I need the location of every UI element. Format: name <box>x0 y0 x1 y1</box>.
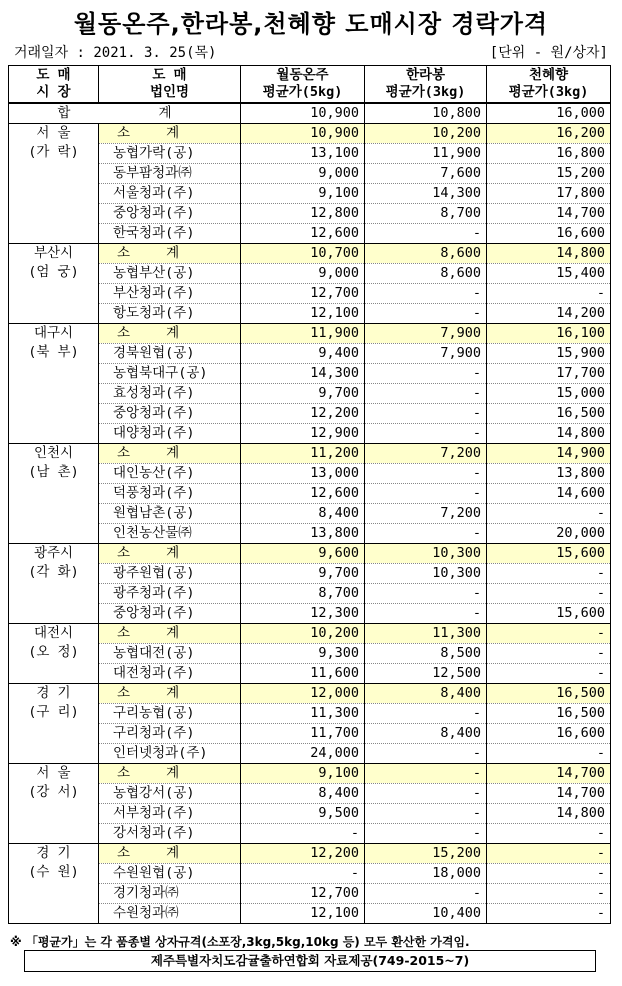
price-cell: 7,900 <box>365 344 487 364</box>
corp-name: 소 계 <box>99 764 241 784</box>
price-cell: - <box>487 744 611 764</box>
price-cell: 10,200 <box>365 124 487 144</box>
table-row <box>9 484 611 504</box>
price-cell: - <box>365 464 487 484</box>
price-cell: 12,500 <box>365 664 487 684</box>
price-cell: 9,300 <box>241 644 365 664</box>
price-cell: 8,700 <box>241 584 365 604</box>
corp-name: 중앙청과(주) <box>99 604 241 624</box>
price-cell: 9,000 <box>241 264 365 284</box>
price-cell: 16,600 <box>487 224 611 244</box>
price-cell: 20,000 <box>487 524 611 544</box>
table-row <box>9 424 611 444</box>
price-cell: 7,900 <box>365 324 487 344</box>
price-cell: 7,200 <box>365 444 487 464</box>
price-cell: 11,300 <box>365 624 487 644</box>
price-cell: - <box>487 844 611 864</box>
price-cell: 12,300 <box>241 604 365 624</box>
price-cell: - <box>365 484 487 504</box>
price-cell: 14,800 <box>487 804 611 824</box>
price-cell: 12,600 <box>241 224 365 244</box>
table-row <box>9 664 611 684</box>
price-cell: 10,200 <box>241 624 365 644</box>
price-cell: 8,400 <box>365 684 487 704</box>
corp-name: 중앙청과(주) <box>99 404 241 424</box>
price-cell: 24,000 <box>241 744 365 764</box>
header-cheonhyehyang: 천혜향 평균가(3kg) <box>487 66 611 104</box>
price-cell: 14,700 <box>487 764 611 784</box>
corp-name: 대양청과(주) <box>99 424 241 444</box>
price-cell: 8,500 <box>365 644 487 664</box>
table-row <box>9 744 611 764</box>
corp-name: 항도청과(주) <box>99 304 241 324</box>
corp-name: 효성청과(주) <box>99 384 241 404</box>
price-cell: 14,800 <box>487 244 611 264</box>
corp-name: 경기청과㈜ <box>99 884 241 904</box>
table-header-row <box>9 66 611 104</box>
price-cell: 12,000 <box>241 684 365 704</box>
total-value: 10,900 <box>241 103 365 124</box>
table-row <box>9 564 611 584</box>
subtotal-row <box>9 844 611 864</box>
corp-name: 중앙청과(주) <box>99 204 241 224</box>
table-row <box>9 604 611 624</box>
table-row <box>9 824 611 844</box>
price-cell: 8,400 <box>241 504 365 524</box>
price-cell: - <box>365 224 487 244</box>
footnote: ※ 「평균가」는 각 품종별 상자규격(소포장,3kg,5kg,10kg 등) 모두 환산한 가격임. <box>10 935 470 949</box>
price-cell: 9,700 <box>241 384 365 404</box>
table-row <box>9 644 611 664</box>
corp-name: 덕풍청과(주) <box>99 484 241 504</box>
corp-name: 농협부산(공) <box>99 264 241 284</box>
price-cell: 10,400 <box>365 904 487 924</box>
price-cell: 8,600 <box>365 244 487 264</box>
corp-name: 소 계 <box>99 124 241 144</box>
price-cell: - <box>365 384 487 404</box>
corp-name: 소 계 <box>99 324 241 344</box>
price-cell: 12,100 <box>241 904 365 924</box>
table-row <box>9 384 611 404</box>
price-cell: - <box>365 364 487 384</box>
table-row <box>9 264 611 284</box>
price-cell: 7,200 <box>365 504 487 524</box>
table-row <box>9 364 611 384</box>
price-cell: 14,700 <box>487 204 611 224</box>
price-cell: - <box>487 664 611 684</box>
market-name: 경 기 (구 리) <box>9 684 99 764</box>
price-cell: 11,700 <box>241 724 365 744</box>
market-name: 광주시 (각 화) <box>9 544 99 624</box>
corp-name: 인터넷청과(주) <box>99 744 241 764</box>
price-cell: 12,100 <box>241 304 365 324</box>
price-cell: - <box>365 524 487 544</box>
price-cell: - <box>365 744 487 764</box>
price-cell: 9,600 <box>241 544 365 564</box>
corp-name: 구리청과(주) <box>99 724 241 744</box>
price-cell: 9,500 <box>241 804 365 824</box>
price-cell: 11,300 <box>241 704 365 724</box>
unit-label: [단위 - 원/상자] <box>489 45 608 61</box>
price-cell: 14,800 <box>487 424 611 444</box>
price-cell: 8,400 <box>241 784 365 804</box>
price-cell: 12,700 <box>241 884 365 904</box>
price-cell: 16,200 <box>487 124 611 144</box>
market-name: 대전시 (오 정) <box>9 624 99 684</box>
price-cell: 16,800 <box>487 144 611 164</box>
price-cell: 12,800 <box>241 204 365 224</box>
corp-name: 농협가락(공) <box>99 144 241 164</box>
table-row <box>9 784 611 804</box>
table-row <box>9 404 611 424</box>
price-cell: 8,700 <box>365 204 487 224</box>
subtotal-row <box>9 684 611 704</box>
price-cell: - <box>241 864 365 884</box>
price-cell: 10,300 <box>365 564 487 584</box>
table-row <box>9 804 611 824</box>
price-cell: - <box>487 284 611 304</box>
corp-name: 원협남촌(공) <box>99 504 241 524</box>
corp-name: 광주원협(공) <box>99 564 241 584</box>
price-cell: 16,500 <box>487 404 611 424</box>
price-cell: 15,400 <box>487 264 611 284</box>
price-cell: - <box>241 824 365 844</box>
price-cell: 12,900 <box>241 424 365 444</box>
price-cell: 17,800 <box>487 184 611 204</box>
table-row <box>9 184 611 204</box>
corp-name: 대전청과(주) <box>99 664 241 684</box>
price-cell: - <box>487 904 611 924</box>
table-row <box>9 504 611 524</box>
corp-name: 소 계 <box>99 844 241 864</box>
page-title: 월동온주,한라봉,천혜향 도매시장 경락가격 <box>73 10 549 38</box>
price-cell: - <box>365 584 487 604</box>
price-cell: 13,800 <box>241 524 365 544</box>
price-cell: 8,400 <box>365 724 487 744</box>
total-row <box>9 103 611 124</box>
price-cell: 12,600 <box>241 484 365 504</box>
market-name: 서 울 (강 서) <box>9 764 99 844</box>
corp-name: 소 계 <box>99 244 241 264</box>
price-cell: 12,700 <box>241 284 365 304</box>
source-credit: 제주특별자치도감귤출하연합회 자료제공(749-2015~7) <box>24 950 596 972</box>
price-cell: 15,600 <box>487 604 611 624</box>
corp-name: 농협강서(공) <box>99 784 241 804</box>
price-cell: - <box>365 604 487 624</box>
price-cell: 15,200 <box>487 164 611 184</box>
price-cell: 14,600 <box>487 484 611 504</box>
price-cell: - <box>365 884 487 904</box>
price-cell: 13,000 <box>241 464 365 484</box>
price-cell: 10,900 <box>241 124 365 144</box>
table-row <box>9 204 611 224</box>
corp-name: 동부팜청과㈜ <box>99 164 241 184</box>
price-cell: 9,400 <box>241 344 365 364</box>
table-row <box>9 904 611 924</box>
subtotal-row <box>9 244 611 264</box>
price-cell: 15,900 <box>487 344 611 364</box>
header-market: 도 매 시 장 <box>9 66 99 104</box>
price-cell: 15,200 <box>365 844 487 864</box>
price-cell: 14,300 <box>241 364 365 384</box>
header-wintermandarin: 월동온주 평균가(5kg) <box>241 66 365 104</box>
table-row <box>9 464 611 484</box>
price-cell: - <box>365 304 487 324</box>
price-cell: 10,700 <box>241 244 365 264</box>
corp-name: 경북원협(공) <box>99 344 241 364</box>
price-table <box>8 65 611 924</box>
table-row <box>9 144 611 164</box>
price-cell: 11,600 <box>241 664 365 684</box>
price-cell: 18,000 <box>365 864 487 884</box>
total-value: 10,800 <box>365 103 487 124</box>
total-value: 16,000 <box>487 103 611 124</box>
price-cell: 15,000 <box>487 384 611 404</box>
price-cell: 12,200 <box>241 404 365 424</box>
corp-name: 인천농산물㈜ <box>99 524 241 544</box>
subtotal-row <box>9 544 611 564</box>
corp-name: 소 계 <box>99 684 241 704</box>
price-cell: - <box>487 504 611 524</box>
total-label: 합 계 <box>9 103 241 124</box>
corp-name: 농협북대구(공) <box>99 364 241 384</box>
corp-name: 대인농산(주) <box>99 464 241 484</box>
subtotal-row <box>9 124 611 144</box>
price-cell: - <box>365 784 487 804</box>
price-cell: - <box>487 824 611 844</box>
table-row <box>9 584 611 604</box>
table-body <box>9 103 611 924</box>
price-cell: 14,900 <box>487 444 611 464</box>
price-cell: 10,300 <box>365 544 487 564</box>
subtotal-row <box>9 324 611 344</box>
subtotal-row <box>9 624 611 644</box>
corp-name: 수원원협(공) <box>99 864 241 884</box>
price-cell: 16,500 <box>487 704 611 724</box>
corp-name: 부산청과(주) <box>99 284 241 304</box>
table-row <box>9 164 611 184</box>
price-cell: - <box>365 704 487 724</box>
corp-name: 수원청과㈜ <box>99 904 241 924</box>
market-name: 경 기 (수 원) <box>9 844 99 924</box>
price-cell: - <box>365 404 487 424</box>
price-cell: 16,500 <box>487 684 611 704</box>
price-cell: - <box>365 284 487 304</box>
corp-name: 서부청과(주) <box>99 804 241 824</box>
price-cell: 9,100 <box>241 764 365 784</box>
corp-name: 서울청과(주) <box>99 184 241 204</box>
price-cell: 11,900 <box>241 324 365 344</box>
corp-name: 구리농협(공) <box>99 704 241 724</box>
price-cell: 11,200 <box>241 444 365 464</box>
price-cell: 7,600 <box>365 164 487 184</box>
price-cell: 14,200 <box>487 304 611 324</box>
price-cell: 17,700 <box>487 364 611 384</box>
price-cell: 13,800 <box>487 464 611 484</box>
price-cell: 13,100 <box>241 144 365 164</box>
price-cell: 9,700 <box>241 564 365 584</box>
price-cell: - <box>487 884 611 904</box>
price-cell: - <box>365 764 487 784</box>
table-row <box>9 524 611 544</box>
header-hallabong: 한라봉 평균가(3kg) <box>365 66 487 104</box>
corp-name: 농협대전(공) <box>99 644 241 664</box>
table-row <box>9 284 611 304</box>
price-cell: 14,300 <box>365 184 487 204</box>
trade-date: 거래일자 : 2021. 3. 25(목) <box>14 45 217 61</box>
table-row <box>9 884 611 904</box>
subtotal-row <box>9 444 611 464</box>
price-cell: - <box>487 864 611 884</box>
corp-name: 광주청과(주) <box>99 584 241 604</box>
price-cell: 9,000 <box>241 164 365 184</box>
price-cell: - <box>487 564 611 584</box>
table-row <box>9 344 611 364</box>
market-name: 인천시 (남 촌) <box>9 444 99 544</box>
price-cell: - <box>365 804 487 824</box>
price-cell: 16,600 <box>487 724 611 744</box>
corp-name: 소 계 <box>99 444 241 464</box>
price-cell: 14,700 <box>487 784 611 804</box>
price-cell: 9,100 <box>241 184 365 204</box>
table-row <box>9 224 611 244</box>
table-row <box>9 304 611 324</box>
corp-name: 강서청과(주) <box>99 824 241 844</box>
price-cell: 12,200 <box>241 844 365 864</box>
market-name: 서 울 (가 락) <box>9 124 99 244</box>
corp-name: 소 계 <box>99 544 241 564</box>
price-cell: - <box>365 824 487 844</box>
table-row <box>9 864 611 884</box>
price-cell: - <box>487 644 611 664</box>
market-name: 대구시 (북 부) <box>9 324 99 444</box>
market-name: 부산시 (엄 궁) <box>9 244 99 324</box>
price-cell: 15,600 <box>487 544 611 564</box>
table-row <box>9 724 611 744</box>
subtotal-row <box>9 764 611 784</box>
price-cell: - <box>487 584 611 604</box>
header-corp: 도 매 법인명 <box>99 66 241 104</box>
price-cell: 8,600 <box>365 264 487 284</box>
corp-name: 한국청과(주) <box>99 224 241 244</box>
corp-name: 소 계 <box>99 624 241 644</box>
price-cell: 11,900 <box>365 144 487 164</box>
price-cell: - <box>365 424 487 444</box>
price-cell: 16,100 <box>487 324 611 344</box>
table-row <box>9 704 611 724</box>
price-cell: - <box>487 624 611 644</box>
